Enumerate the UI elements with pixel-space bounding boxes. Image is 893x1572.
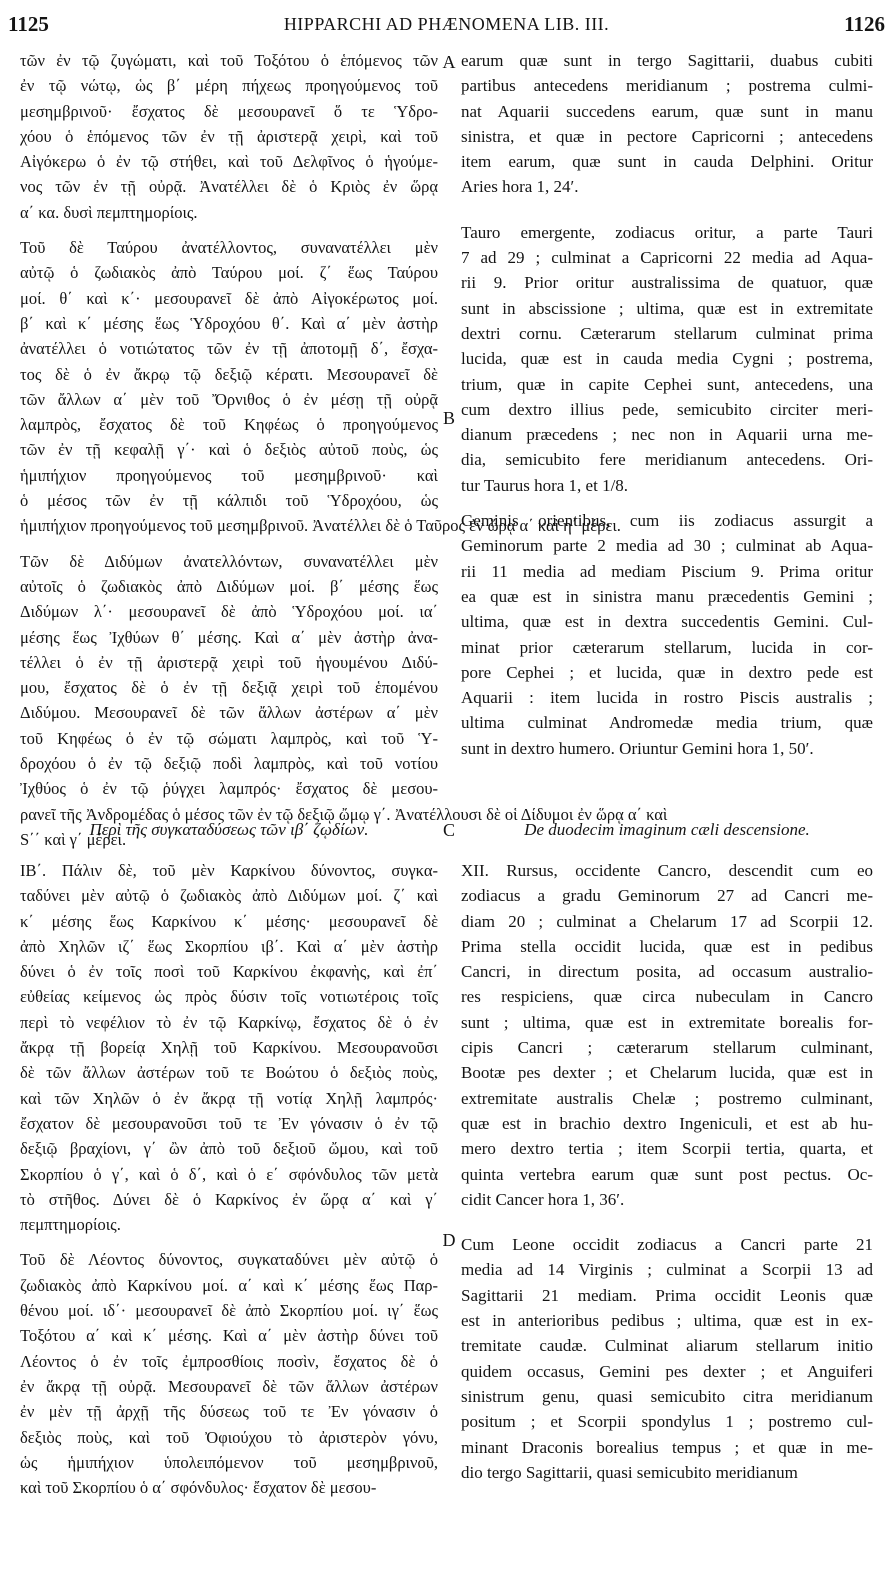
text-line: ultima, quæ est in dextra succedentis Gemini. Cul- — [461, 612, 873, 632]
text-line: nat Aquarii succedens earum, quæ sunt in manu — [461, 101, 873, 121]
text-line: Geminis orientibus, cum iis zodiacus assurgit a — [461, 511, 873, 531]
text-line: est in anterioribus pedibus ; ultima, quæ est in ex- — [461, 1311, 873, 1331]
text-line: sinistra, et quæ in pectore Capricorni ; antecedens — [461, 126, 873, 146]
text-line: β΄ καὶ κ΄ μέσης ἕως Ὑδροχόου θ΄. Καὶ α΄ μὲν ἀστὴρ — [20, 313, 438, 333]
text-line: lucida, quæ est in cauda media Cygni ; postrema, — [461, 349, 873, 369]
text-line: ἀνατέλλει ὁ νοτιώτατος τῶν ἐν τῇ ἀποτομῇ δ΄, ἔσχα- — [20, 339, 438, 359]
latin-paragraph-5 — [461, 1232, 873, 1485]
text-line: Geminorum parte 2 media ad 30 ; culminat ab Aqua- — [461, 536, 873, 556]
text-line: tur Taurus hora 1, et 1/8. — [461, 475, 629, 495]
text-line: res respiciens, quæ circa nubeculam in Cancro — [461, 987, 873, 1007]
text-line: mero dextro tertia ; item Scorpii tertia, quarta, et — [461, 1139, 873, 1159]
latin-paragraph-2 — [461, 220, 873, 498]
text-line: Cum Leone occidit zodiacus a Cancri parte 21 — [461, 1235, 873, 1255]
text-line: τοῦ Κηφέως ὁ ἐν τῷ σώματι λαμπρὸς, καὶ τοῦ Ὑ- — [20, 728, 438, 748]
text-line: τὸ στῆθος. Δύνει δὲ ὁ Καρκίνος ἐν ὥρᾳ α΄ καὶ γ΄ — [20, 1189, 438, 1209]
text-line: μέσης ἕως Ἰχθύων θ΄ μέσης. Καὶ α΄ μὲν ἀστὴρ ἀνα- — [20, 627, 438, 647]
text-line: trium, quæ in capite Cephei sunt, antecedens, una — [461, 374, 873, 394]
text-line: Ἰχθύος ὁ ἐν τῷ ῥύγχει λαμπρός· ἔσχατος δὲ μεσου- — [20, 779, 438, 799]
text-line: δύνει ὁ ἐν τοῖς ποσὶ τοῦ Καρκίνου ἐκφανὴς, καὶ ἐπ΄ — [20, 962, 438, 982]
text-line: quidem occasus, Gemini pes dexter ; et Anguiferi — [461, 1361, 873, 1381]
text-line: δροχόου ὁ ἐν τῷ δεξιῷ ποδὶ λαμπρὸς, καὶ τοῦ νοτίου — [20, 754, 438, 774]
text-line: ea quæ est in sinistra manu præcedentis Gemini ; — [461, 586, 873, 606]
greek-paragraph-5 — [20, 1247, 438, 1500]
text-line: ὁ μέσος τῶν ἐν τῇ κάλπιδι τοῦ Ὑδροχόου, ὡς — [20, 491, 438, 511]
text-line: Τοῦ δὲ Λέοντος δύνοντος, συγκαταδύνει μὲν αὐτῷ ὁ — [20, 1250, 438, 1270]
text-line: minant Draconis borealius tempus ; et quæ in me- — [461, 1437, 873, 1457]
text-line: λαμπρὸς, ἔσχατος δὲ τοῦ Κηφέως ὁ προηγούμενος — [20, 415, 438, 435]
text-line: quinta vertebra earum quæ sunt post pectus. Oc- — [461, 1164, 873, 1184]
text-line: δὲ τῶν ἄλλων ἀστέρων τοῦ τε Βοώτου ὁ δεξιὸς ποὺς, — [20, 1063, 438, 1083]
text-line: τῶν ἐν τῷ ζυγώματι, καὶ τοῦ Τοξότου ὁ ἑπόμενος τῶν — [20, 51, 438, 70]
text-line: ἄκρᾳ τῇ βορείᾳ Χηλῇ τοῦ Καρκίνου. Μεσουρανοῦσι — [20, 1038, 438, 1058]
text-line: cidit Cancer hora 1, 36′. — [461, 1189, 625, 1209]
text-line: dia, semicubito fere meridianum antecedens. Ori- — [461, 450, 873, 470]
text-line: περὶ τὸ νεφέλιον τὸ ἐν τῷ Καρκίνῳ, ἔσχατος δὲ ὁ ἐν — [20, 1012, 438, 1032]
text-line: δεξιὸς ποὺς, καὶ τοῦ Ὀφιούχου τὸ ἀριστερὸν γόνυ, — [20, 1427, 438, 1447]
text-line: Aquarii : item lucida in rostro Piscis australis ; — [461, 688, 873, 708]
text-line: Bootæ pes dexter ; et Chelarum lucida, quæ est in — [461, 1063, 873, 1083]
text-line: extremitate australis Chelæ ; postremo culminant, — [461, 1088, 873, 1108]
text-line: tremitate caudæ. Culminat aliarum stellarum initio — [461, 1336, 873, 1356]
text-line: sunt in dextro humero. Oriuntur Gemini hora 1, 50′. — [461, 738, 814, 758]
text-line: αὐτοῖς ὁ ζωδιακὸς ἀπὸ Διδύμων μοί. β΄ μέσης ἕως — [20, 576, 438, 596]
text-line: ζωδιακὸς ἀπὸ Καρκίνου μοί. α΄ καὶ κ΄ μέσης ἕως Παρ- — [20, 1275, 438, 1295]
text-line: item earum, quæ sunt in cauda Delphini. Oritur — [461, 152, 873, 172]
text-line: pore Cephei ; et lucida, quæ in dextro pede est — [461, 662, 873, 682]
text-line: cipis Cancri ; cæterarum stellarum culminant, — [461, 1038, 873, 1058]
text-line: τῶν ἐν τῇ κεφαλῇ γ΄· καὶ ὁ δεξιὸς αὐτοῦ ποὺς, ὡς — [20, 440, 438, 460]
running-title: HIPPARCHI AD PHÆNOMENA LIB. III. — [283, 14, 610, 34]
latin-section-heading: De duodecim imaginum cæli descensione. — [524, 820, 810, 839]
text-line: Cancri, in directum posita, ad occasum australio- — [461, 962, 873, 982]
text-line: 7 ad 29 ; culminat a Capricorni 22 media ad Aqua- — [461, 248, 873, 268]
text-line: Sagittarii 21 mediam. Prima occidit Leonis quæ — [461, 1285, 873, 1305]
text-line: Σκορπίου ὁ γ΄, καὶ ὁ δ΄, καὶ ὁ ε΄ σφόνδυλος τῶν μετὰ — [20, 1164, 438, 1184]
greek-section-heading: Περὶ τῆς συγκαταδύσεως τῶν ιβ΄ ζῳδίων. — [89, 820, 369, 839]
right-page-number: 1126 — [844, 12, 885, 36]
margin-letter-a: A — [442, 52, 456, 72]
text-line: Tauro emergente, zodiacus oritur, a parte Tauri — [461, 222, 873, 242]
text-line: dextri cornu. Cæterarum stellarum culminat prima — [461, 323, 873, 343]
text-line: καὶ τοῦ Σκορπίου ὁ α΄ σφόνδυλος· ἔσχατον δὲ μεσου- — [20, 1478, 377, 1498]
margin-letter-c: C — [442, 820, 455, 840]
text-line: ταδύνει μὲν αὐτῷ ὁ ζωδιακὸς ἀπὸ Διδύμων μοί. ζ΄ καὶ — [20, 886, 438, 906]
text-line: minat prior cæterarum stellarum, lucida in cor- — [461, 637, 873, 657]
text-line: Aries hora 1, 24′. — [461, 177, 579, 197]
latin-column-top — [461, 48, 873, 761]
margin-letter-d: D — [442, 1230, 456, 1250]
text-line: partibus antecedens meridianum ; postrema culmi- — [461, 76, 873, 96]
text-line: μεσημβρινοῦ· ἔσχατος δὲ μεσουρανεῖ ὅ τε Ὑδρο- — [20, 101, 438, 121]
text-line: Λέοντος ὁ ἐν τοῖς ἐμπροσθίοις ποσὶν, ἔσχατος δὲ ὁ — [20, 1351, 438, 1371]
text-line: Τῶν δὲ Διδύμων ἀνατελλόντων, συνανατέλλει μὲν — [20, 551, 438, 571]
text-line: ἐν ἄκρᾳ τῇ οὐρᾷ. Μεσουρανεῖ δὲ τῶν ἄλλων ἀστέρων — [20, 1376, 438, 1396]
text-line: ἡμιπήχιον προηγούμενος τοῦ μεσημβρινοῦ· καὶ — [20, 465, 438, 485]
text-line: ἡμιπήχιον προηγούμενος τοῦ μεσημβρινοῦ. Ἀνατέλλει δὲ ὁ Ταῦρος ἐν ὥρᾳ α΄ καὶ η΄ μέρει. — [20, 516, 621, 536]
text-line: sunt in abscissione ; ultima, quæ est in extremitate — [461, 298, 873, 318]
greek-paragraph-4 — [20, 858, 438, 1237]
text-line: ultima culminat Andromedæ media trium, quæ — [461, 713, 873, 733]
text-line: αὐτῷ ὁ ζωδιακὸς ἀπὸ Ταύρου μοί. ζ΄ ἕως Ταύρου — [20, 263, 438, 283]
text-line: Prima stella occidit lucida, quæ est in pedibus — [461, 936, 873, 956]
text-line: νος τῶν ἐν τῇ οὐρᾷ. Ἀνατέλλει δὲ ὁ Κριὸς ἐν ὥρᾳ — [20, 177, 438, 197]
text-line: μοί. θ΄ καὶ κ΄· μεσουρανεῖ δὲ ἀπὸ Αἰγοκέρωτος μοί. — [20, 288, 438, 308]
latin-paragraph-3 — [461, 508, 873, 761]
left-page-number: 1125 — [8, 12, 49, 36]
latin-column-bottom — [461, 858, 873, 1485]
text-line: χόου ὁ ἑπόμενος τῶν ἐν τῇ ἀριστερᾷ χειρὶ, καὶ τοῦ — [20, 126, 438, 146]
text-line: ΙΒ΄. Πάλιν δὲ, τοῦ μὲν Καρκίνου δύνοντος, συγκα- — [20, 861, 438, 880]
greek-paragraph-1 — [20, 48, 438, 225]
margin-letter-b: B — [442, 408, 455, 428]
text-line: earum quæ sunt in tergo Sagittarii, duabus cubiti — [461, 51, 873, 70]
text-line: καὶ τῶν Χηλῶν ὁ ἐν ἄκρᾳ τῇ νοτίᾳ Χηλῇ λαμπρός· — [20, 1088, 438, 1108]
text-line: Τοῦ δὲ Ταύρου ἀνατέλλοντος, συνανατέλλει μὲν — [20, 238, 438, 258]
text-line: zodiacus a gradu Geminorum 27 ad Cancri me- — [461, 886, 873, 906]
text-line: ἐν μὲν τῇ ἀρχῇ τῆς δύσεως τοῦ τε Ἐν γόνασιν ὁ — [20, 1402, 438, 1422]
text-line: dianum præcedens ; nec non in Aquarii urna me- — [461, 425, 873, 445]
text-line: Διδύμου. Μεσουρανεῖ δὲ τῶν ἄλλων ἀστέρων α΄ μὲν — [20, 703, 438, 723]
text-line: ἔσχατον δὲ μεσουρανοῦσι τοῦ τε Ἐν γόνασιν ὁ ἐν τῷ — [20, 1113, 438, 1133]
text-line: ὡς ἡμιπήχιον ὑπολειπόμενον τοῦ μεσημβρινοῦ, — [20, 1452, 438, 1472]
text-line: ρανεῖ τῆς Ἀνδρομέδας ὁ μέσος τῶν ἐν τῷ δεξιῷ ὤμῳ γ΄. Ἀνατέλλουσι δὲ οἱ Δίδυμοι ἐν ὥρᾳ α΄ καὶ — [20, 804, 668, 824]
text-line: cum dextro illius pede, semicubito circiter meri- — [461, 399, 873, 419]
text-line: Αἰγόκερω ὁ ἐν τῷ στήθει, καὶ τοῦ Δελφῖνος ὁ ἡγούμε- — [20, 152, 438, 172]
text-line: quæ est in brachio dextro Ingeniculi, et est ab hu- — [461, 1113, 873, 1133]
greek-column-bottom — [20, 858, 438, 1500]
latin-paragraph-4 — [461, 858, 873, 1212]
text-line: Τοξότου α΄ καὶ κ΄ μέσης. Καὶ α΄ μὲν ἀστὴρ δύνει τοῦ — [20, 1326, 438, 1346]
text-line: πεμπτημορίοις. — [20, 1215, 121, 1235]
text-line: S΄΄ καὶ γ΄ μέρει. — [20, 829, 127, 849]
text-line: rii 11 media ad mediam Piscium 9. Prima oritur — [461, 561, 873, 581]
text-line: diam 20 ; culminat a Chelarum 17 ad Scorpii 12. — [461, 911, 873, 931]
text-line: τέλλει ὁ ἐν τῇ ἀριστερᾷ χειρὶ τοῦ ἡγουμένου Διδύ- — [20, 652, 438, 672]
text-line: θένου μοί. ιδ΄· μεσουρανεῖ δὲ ἀπὸ Σκορπίου μοί. ιγ΄ ἕως — [20, 1301, 438, 1321]
text-line: κ΄ μέσης ἕως Καρκίνου κ΄ μέσης· μεσουρανεῖ δὲ — [20, 911, 438, 931]
text-line: Διδύμων λ΄· μεσουρανεῖ δὲ ἀπὸ Ὑδροχόου μοί. ια΄ — [20, 602, 438, 622]
text-line: ἀπὸ Χηλῶν ιζ΄ ἕως Σκορπίου ιβ΄. Καὶ α΄ μὲν ἀστὴρ — [20, 936, 438, 956]
latin-paragraph-1 — [461, 48, 873, 200]
text-line: rii 9. Prior oritur australissima de quatuor, quæ — [461, 273, 873, 293]
page-header — [0, 12, 893, 42]
text-line: τῶν ἄλλων α΄ μὲν τοῦ Ὄρνιθος ὁ ἐν μέσῃ τῇ οὐρᾷ — [20, 389, 438, 409]
text-line: α΄ κα. δυσὶ πεμπτημορίοις. — [20, 202, 198, 222]
text-line: εὐθείας κείμενος ὡς πρὸς δύσιν τοῖς νοτιωτέροις τοῖς — [20, 987, 438, 1007]
text-line: sunt ; ultima, quæ est in extremitate borealis for- — [461, 1012, 873, 1032]
text-line: XII. Rursus, occidente Cancro, descendit cum eo — [461, 861, 873, 880]
text-line: ἐν τῷ νώτῳ, ὡς β΄ μέρη πήχεως προηγούμενος τοῦ — [20, 76, 438, 96]
text-line: δεξιῷ βραχίονι, γ΄ ὢν ἀπὸ τοῦ δεξιοῦ ὤμου, καὶ τοῦ — [20, 1139, 438, 1159]
text-line: μου, ἔσχατος δὲ ὁ ἐν τῇ δεξιᾷ χειρὶ τοῦ ἑπομένου — [20, 678, 438, 698]
text-line: dio tergo Sagittarii, quasi semicubito meridianum — [461, 1462, 798, 1482]
text-line: sinistrum genu, quasi semicubito citra meridianum — [461, 1386, 873, 1406]
text-line: τος δὲ ὁ ἐν ἄκρῳ τῷ δεξιῷ κέρατι. Μεσουρανεῖ δὲ — [20, 364, 438, 384]
text-line: media ad 14 Virginis ; culminat a Scorpii 13 ad — [461, 1260, 873, 1280]
text-line: positum ; et Scorpii spondylus 1 ; postremo cul- — [461, 1412, 873, 1432]
